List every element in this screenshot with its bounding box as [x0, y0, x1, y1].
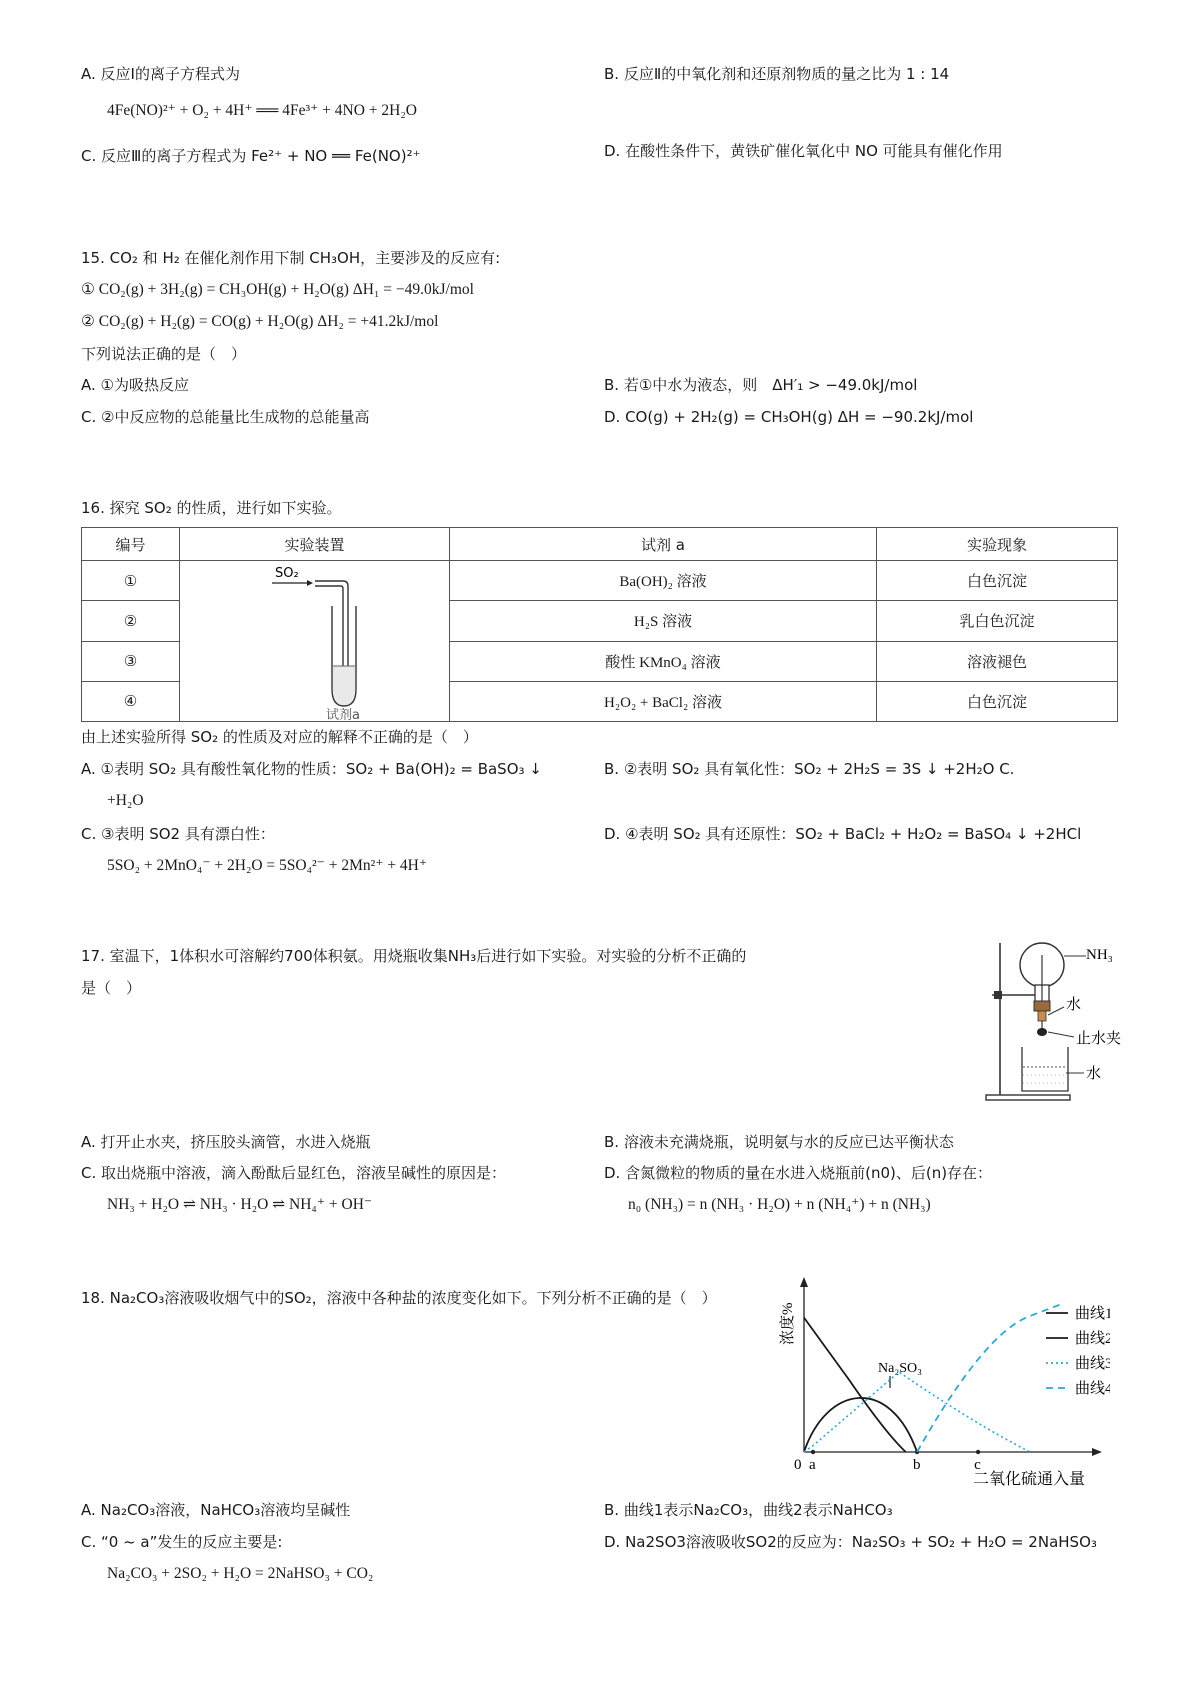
beaker: [1022, 1047, 1068, 1091]
q16-option-c-equation: 5SO₂ + 2MnO₄⁻ + 2H₂O = 5SO₄²⁻ + 2Mn²⁺ + 4H⁺: [107, 857, 428, 874]
q16-option-c: C. ③表明 SO2 具有漂白性：: [81, 825, 275, 843]
q16-question: 由上述实验所得 SO₂ 的性质及对应的解释不正确的是（ ）: [81, 728, 478, 746]
arrow-head-icon: [307, 580, 313, 586]
q18-option-c: C. “0 ~ a”发生的反应主要是:: [81, 1533, 283, 1551]
q17-option-d: D. 含氮微粒的物质的量在水进入烧瓶前(n0)、后(n)存在：: [604, 1164, 993, 1182]
q14-option-a-equation: 4Fe(NO)²⁺ + O₂ + 4H⁺ ══ 4Fe³⁺ + 4NO + 2H₂O: [107, 102, 417, 119]
legend-label: 曲线4: [1075, 1381, 1110, 1397]
reagent-cell: H₂O₂ + BaCl₂ 溶液: [450, 681, 877, 721]
q17-stem-cont: 是（ ）: [81, 979, 142, 997]
q14-option-b: B. 反应Ⅱ的中氧化剂和还原剂物质的量之比为 1 : 14: [604, 65, 950, 83]
q15-reaction-1: ① CO₂(g) + 3H₂(g) = CH₃OH(g) + H₂O(g) ΔH₁ = −49.0kJ/mol: [81, 281, 474, 298]
pinch-clamp-icon: [1037, 1028, 1047, 1036]
q14-option-a: A. 反应Ⅰ的离子方程式为: [81, 65, 240, 83]
q18-option-b: B. 曲线1表示Na₂CO₃，曲线2表示NaHCO₃: [604, 1501, 893, 1519]
q17-option-a: A. 打开止水夹，挤压胶头滴管，水进入烧瓶: [81, 1133, 371, 1151]
apparatus-cell: [180, 561, 450, 722]
tick-mark: [976, 1450, 980, 1454]
concentration-chart: [768, 1275, 1110, 1499]
q18-option-a: A. Na₂CO₃溶液，NaHCO₃溶液均呈碱性: [81, 1501, 351, 1519]
x-axis-label: 二氧化硫通入量: [973, 1471, 1086, 1488]
table-header: 试剂 a: [450, 528, 877, 561]
row-id: ④: [82, 681, 180, 721]
y-axis-label: 浓度%: [780, 1302, 796, 1345]
q15-question: 下列说法正确的是（ ）: [81, 345, 247, 363]
series-line: [804, 1372, 1030, 1452]
q17-option-c-equation: NH₃ + H₂O ⇌ NH₃ · H₂O ⇌ NH₄⁺ + OH⁻: [107, 1196, 373, 1213]
q16-option-d: D. ④表明 SO₂ 具有还原性：SO₂ + BaCl₂ + H₂O₂ = BaSO₄ ↓ +2HCl: [604, 825, 1082, 843]
reagent-liquid: [333, 666, 355, 705]
q14-option-d: D. 在酸性条件下，黄铁矿催化氧化中 NO 可能具有催化作用: [604, 142, 1003, 160]
q16-stem: 16. 探究 SO₂ 的性质，进行如下实验。: [81, 499, 342, 517]
q14-option-c: C. 反应Ⅲ的离子方程式为 Fe²⁺ + NO ══ Fe(NO)²⁺: [81, 147, 421, 165]
phenomenon-cell: 白色沉淀: [877, 561, 1118, 601]
reagent-cell: H₂S 溶液: [450, 601, 877, 641]
q18-option-d: D. Na2SO3溶液吸收SO2的反应为：Na₂SO₃ + SO₂ + H₂O = 2NaHSO₃: [604, 1533, 1097, 1551]
q15-reaction-2: ② CO₂(g) + H₂(g) = CO(g) + H₂O(g) ΔH₂ = +41.2kJ/mol: [81, 313, 439, 330]
q16-option-b: B. ②表明 SO₂ 具有氧化性：SO₂ + 2H₂S = 3S ↓ +2H₂O C.: [604, 760, 1015, 778]
q18-option-c-equation: Na₂CO₃ + 2SO₂ + H₂O = 2NaHSO₃ + CO₂: [107, 1565, 374, 1582]
row-id: ③: [82, 641, 180, 681]
reagent-cell: Ba(OH)₂ 溶液: [450, 561, 877, 601]
q17-option-c: C. 取出烧瓶中溶液，滴入酚酞后显红色，溶液呈碱性的原因是：: [81, 1164, 507, 1182]
tick-label: 0: [794, 1457, 802, 1473]
q17-option-b: B. 溶液未充满烧瓶，说明氨与水的反应已达平衡状态: [604, 1133, 954, 1151]
table-header: 实验装置: [180, 528, 450, 561]
legend-label: 曲线3: [1075, 1356, 1110, 1372]
tick-mark: [811, 1450, 815, 1454]
legend-label: 曲线1: [1075, 1306, 1110, 1322]
series-line: [804, 1398, 917, 1452]
q17-stem: 17. 室温下，1体积水可溶解约700体积氨。用烧瓶收集NH₃后进行如下实验。对实验的分析不正确的: [81, 947, 747, 965]
q15-stem: 15. CO₂ 和 H₂ 在催化剂作用下制 CH₃OH，主要涉及的反应有:: [81, 249, 501, 267]
experiment-table: [81, 527, 1118, 722]
phenomenon-cell: 白色沉淀: [877, 681, 1118, 721]
q15-option-a: A. ①为吸热反应: [81, 376, 189, 394]
fountain-experiment-figure: [980, 935, 1140, 1111]
y-axis-arrow-icon: [800, 1277, 808, 1287]
tick-label: c: [974, 1457, 981, 1473]
q15-option-c: C. ②中反应物的总能量比生成物的总能量高: [81, 408, 370, 426]
q17-option-d-equation: n₀ (NH₃) = n (NH₃ · H₂O) + n (NH₄⁺) + n (NH₃): [628, 1196, 931, 1213]
q15-option-d: D. CO(g) + 2H₂(g) = CH₃OH(g) ΔH = −90.2kJ/mol: [604, 408, 974, 426]
tick-label: a: [809, 1457, 816, 1473]
phenomenon-cell: 乳白色沉淀: [877, 601, 1118, 641]
water-label: 水: [1086, 1066, 1102, 1082]
test-tube-apparatus-diagram: [180, 561, 449, 721]
reagent-label: 试剂a: [326, 708, 360, 721]
nh3-label: NH₃: [1086, 947, 1113, 963]
water-label: 水: [1066, 997, 1082, 1013]
q15-option-b: B. 若①中水为液态，则 ΔH′₁ > −49.0kJ/mol: [604, 376, 918, 394]
table-row: [82, 561, 1118, 601]
annotation-na2so3: Na₂SO₃: [878, 1361, 922, 1376]
reagent-cell: 酸性 KMnO₄ 溶液: [450, 641, 877, 681]
table-header: 编号: [82, 528, 180, 561]
tick-label: b: [913, 1457, 921, 1473]
rubber-stopper: [1034, 1001, 1050, 1011]
q16-option-a: A. ①表明 SO₂ 具有酸性氧化物的性质：SO₂ + Ba(OH)₂ = BaSO₃ ↓: [81, 760, 542, 778]
x-axis-arrow-icon: [1092, 1448, 1102, 1456]
gas-label: SO₂: [275, 566, 299, 581]
phenomenon-cell: 溶液褪色: [877, 641, 1118, 681]
table-header: 实验现象: [877, 528, 1118, 561]
clamp-label: 止水夹: [1076, 1031, 1122, 1047]
q16-option-a-cont: +H₂O: [107, 792, 144, 809]
row-id: ①: [82, 561, 180, 601]
row-id: ②: [82, 601, 180, 641]
stand-base: [986, 1095, 1070, 1100]
dropper-bulb: [1038, 1011, 1046, 1021]
legend-label: 曲线2: [1075, 1331, 1110, 1347]
chart-svg: [768, 1275, 1110, 1495]
q18-stem: 18. Na₂CO₃溶液吸收烟气中的SO₂，溶液中各种盐的浓度变化如下。下列分析不正确的是（ ）: [81, 1289, 717, 1307]
table-header-row: [82, 528, 1118, 561]
